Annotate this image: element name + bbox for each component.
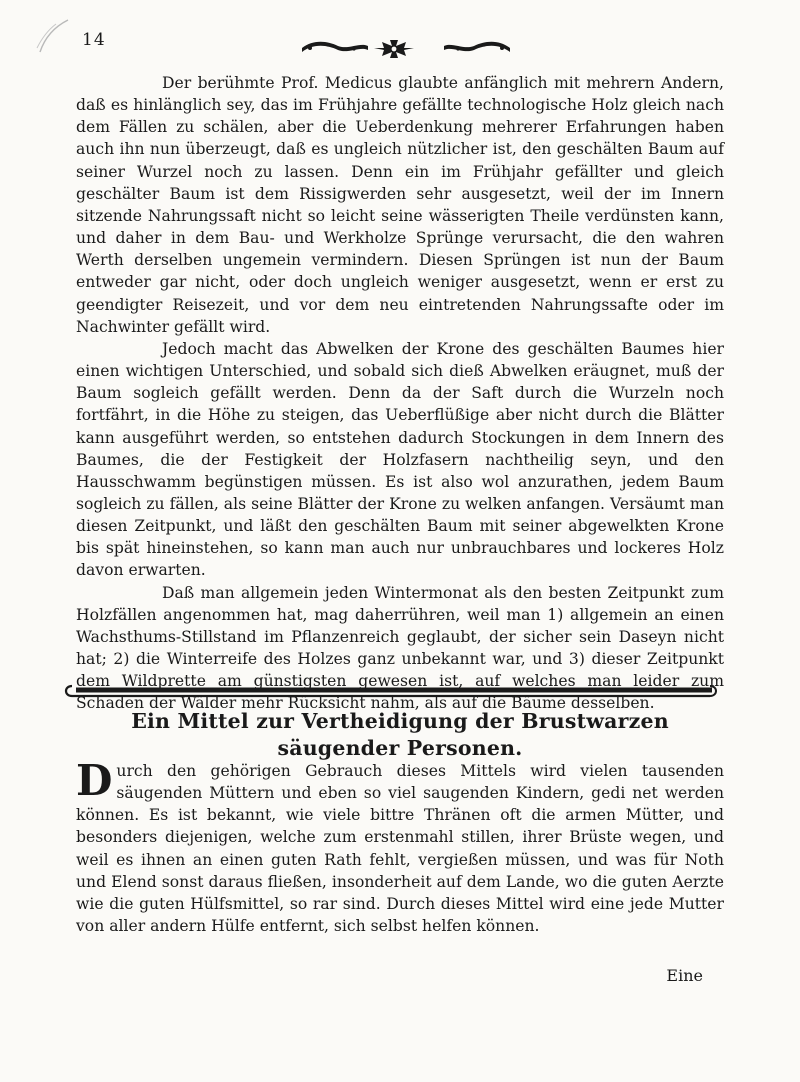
section-body xyxy=(76,756,724,937)
ornamental-rule-icon xyxy=(62,678,720,704)
catchword: Eine xyxy=(666,966,703,985)
section-heading: Ein Mittel zur Vertheidigung der Brustwarzen säugender Personen. xyxy=(131,709,669,760)
paragraph: Der berühmte Prof. Medicus glaubte anfänglich mit mehrern Andern, daß es hinlänglich sey, das im Frühjahre gefällte technologische Holz gleich nach dem Fällen zu schälen, aber die Ueberdenkung mehrerer Erfahrungen haben auch ihn nun überzeugt, daß es ungleich nützlicher ist, den geschälten Baum auf seiner Wurzel noch zu lassen. Denn ein im Frühjahr gefällter und gleich geschälter Baum ist dem Rissigwerden sehr ausgesetzt, weil der im Innern sitzende Nahrungssaft nicht so leicht seine wässerigten Theile verdünsten kann, und daher in dem Bau- und Werkholze Sprünge verursacht, die den wahren Werth derselben ungemein vermindern. Diesen Sprüngen ist nun der Baum entweder gar nicht, oder doch ungleich weniger ausgesetzt, wenn er erst zu geendigter Reisezeit, und vor dem neu eintretenden Nahrungssafte oder im Nachwinter gefällt wird. xyxy=(76,74,724,336)
paragraph: Daß man allgemein jeden Wintermonat als den besten Zeitpunkt zum Holzfällen angenommen hat, mag daherrühren, weil man 1) allgemein an einen Wachsthums-Stillstand im Pflanzenreich geglaubt, der sicher sein Daseyn nicht hat; 2) die Winterreife des Holzes ganz unbekannt war, und 3) dieser Zeitpunkt dem Wildprette am günstigsten gewesen ist, auf welches man leider zum Schaden der Wälder mehr Rücksicht nahm, als auf die Bäume desselben. xyxy=(76,583,724,713)
pencil-mark-icon xyxy=(34,18,74,54)
paragraph-text: urch den gehörigen Gebrauch dieses Mittels wird vielen tausenden säugenden Müttern und eben so viel saugenden Kindern, gedi net werden können. Es ist bekannt, wie viele bittre Thränen oft die armen Mütter, und besonders diejenigen, welche zum erstenmahl stillen, ihrer Brüste wegen, und weil es ihnen an einen guten Rath fehlt, vergießen müssen, und was für Noth und Elend sonst daraus fließen, insonderheit auf dem Lande, wo die guten Aerzte wie die guten Hülfsmittel, so rar sind. Durch dieses Mittel wird eine jede Mutter von aller andern Hülfe entfernt, sich selbst helfen können. xyxy=(76,762,724,936)
article-continuation xyxy=(76,72,724,715)
paragraph: Jedoch macht das Abwelken der Krone des geschälten Baumes hier einen wichtigen Unterschied, und sobald sich dieß Abwelken eräugnet, muß der Baum sogleich gefällt werden. Denn da der Saft durch die Wurzeln noch fortfährt, in die Höhe zu steigen, das Ueberflüßige aber nicht durch die Blätter kann ausgeführt werden, so entstehen dadurch Stockungen in dem Innern des Baumes, die der Festigkeit der Holzfasern nachtheilig seyn, und den Hausschwamm begünstigen müssen. Es ist also wol anzurathen, jedem Baum sogleich zu fällen, als seine Blätter der Krone zu welken anfangen. Versäumt man diesen Zeitpunkt, und läßt den geschälten Baum mit seiner abgewelkten Krone bis spät hineinstehen, so kann man auch nur unbrauchbares und lockeres Holz davon erwarten. xyxy=(76,339,724,580)
page-number: 14 xyxy=(82,30,106,50)
paragraph xyxy=(76,756,724,937)
floral-ornament-icon xyxy=(298,36,514,60)
drop-cap: D xyxy=(76,756,113,805)
